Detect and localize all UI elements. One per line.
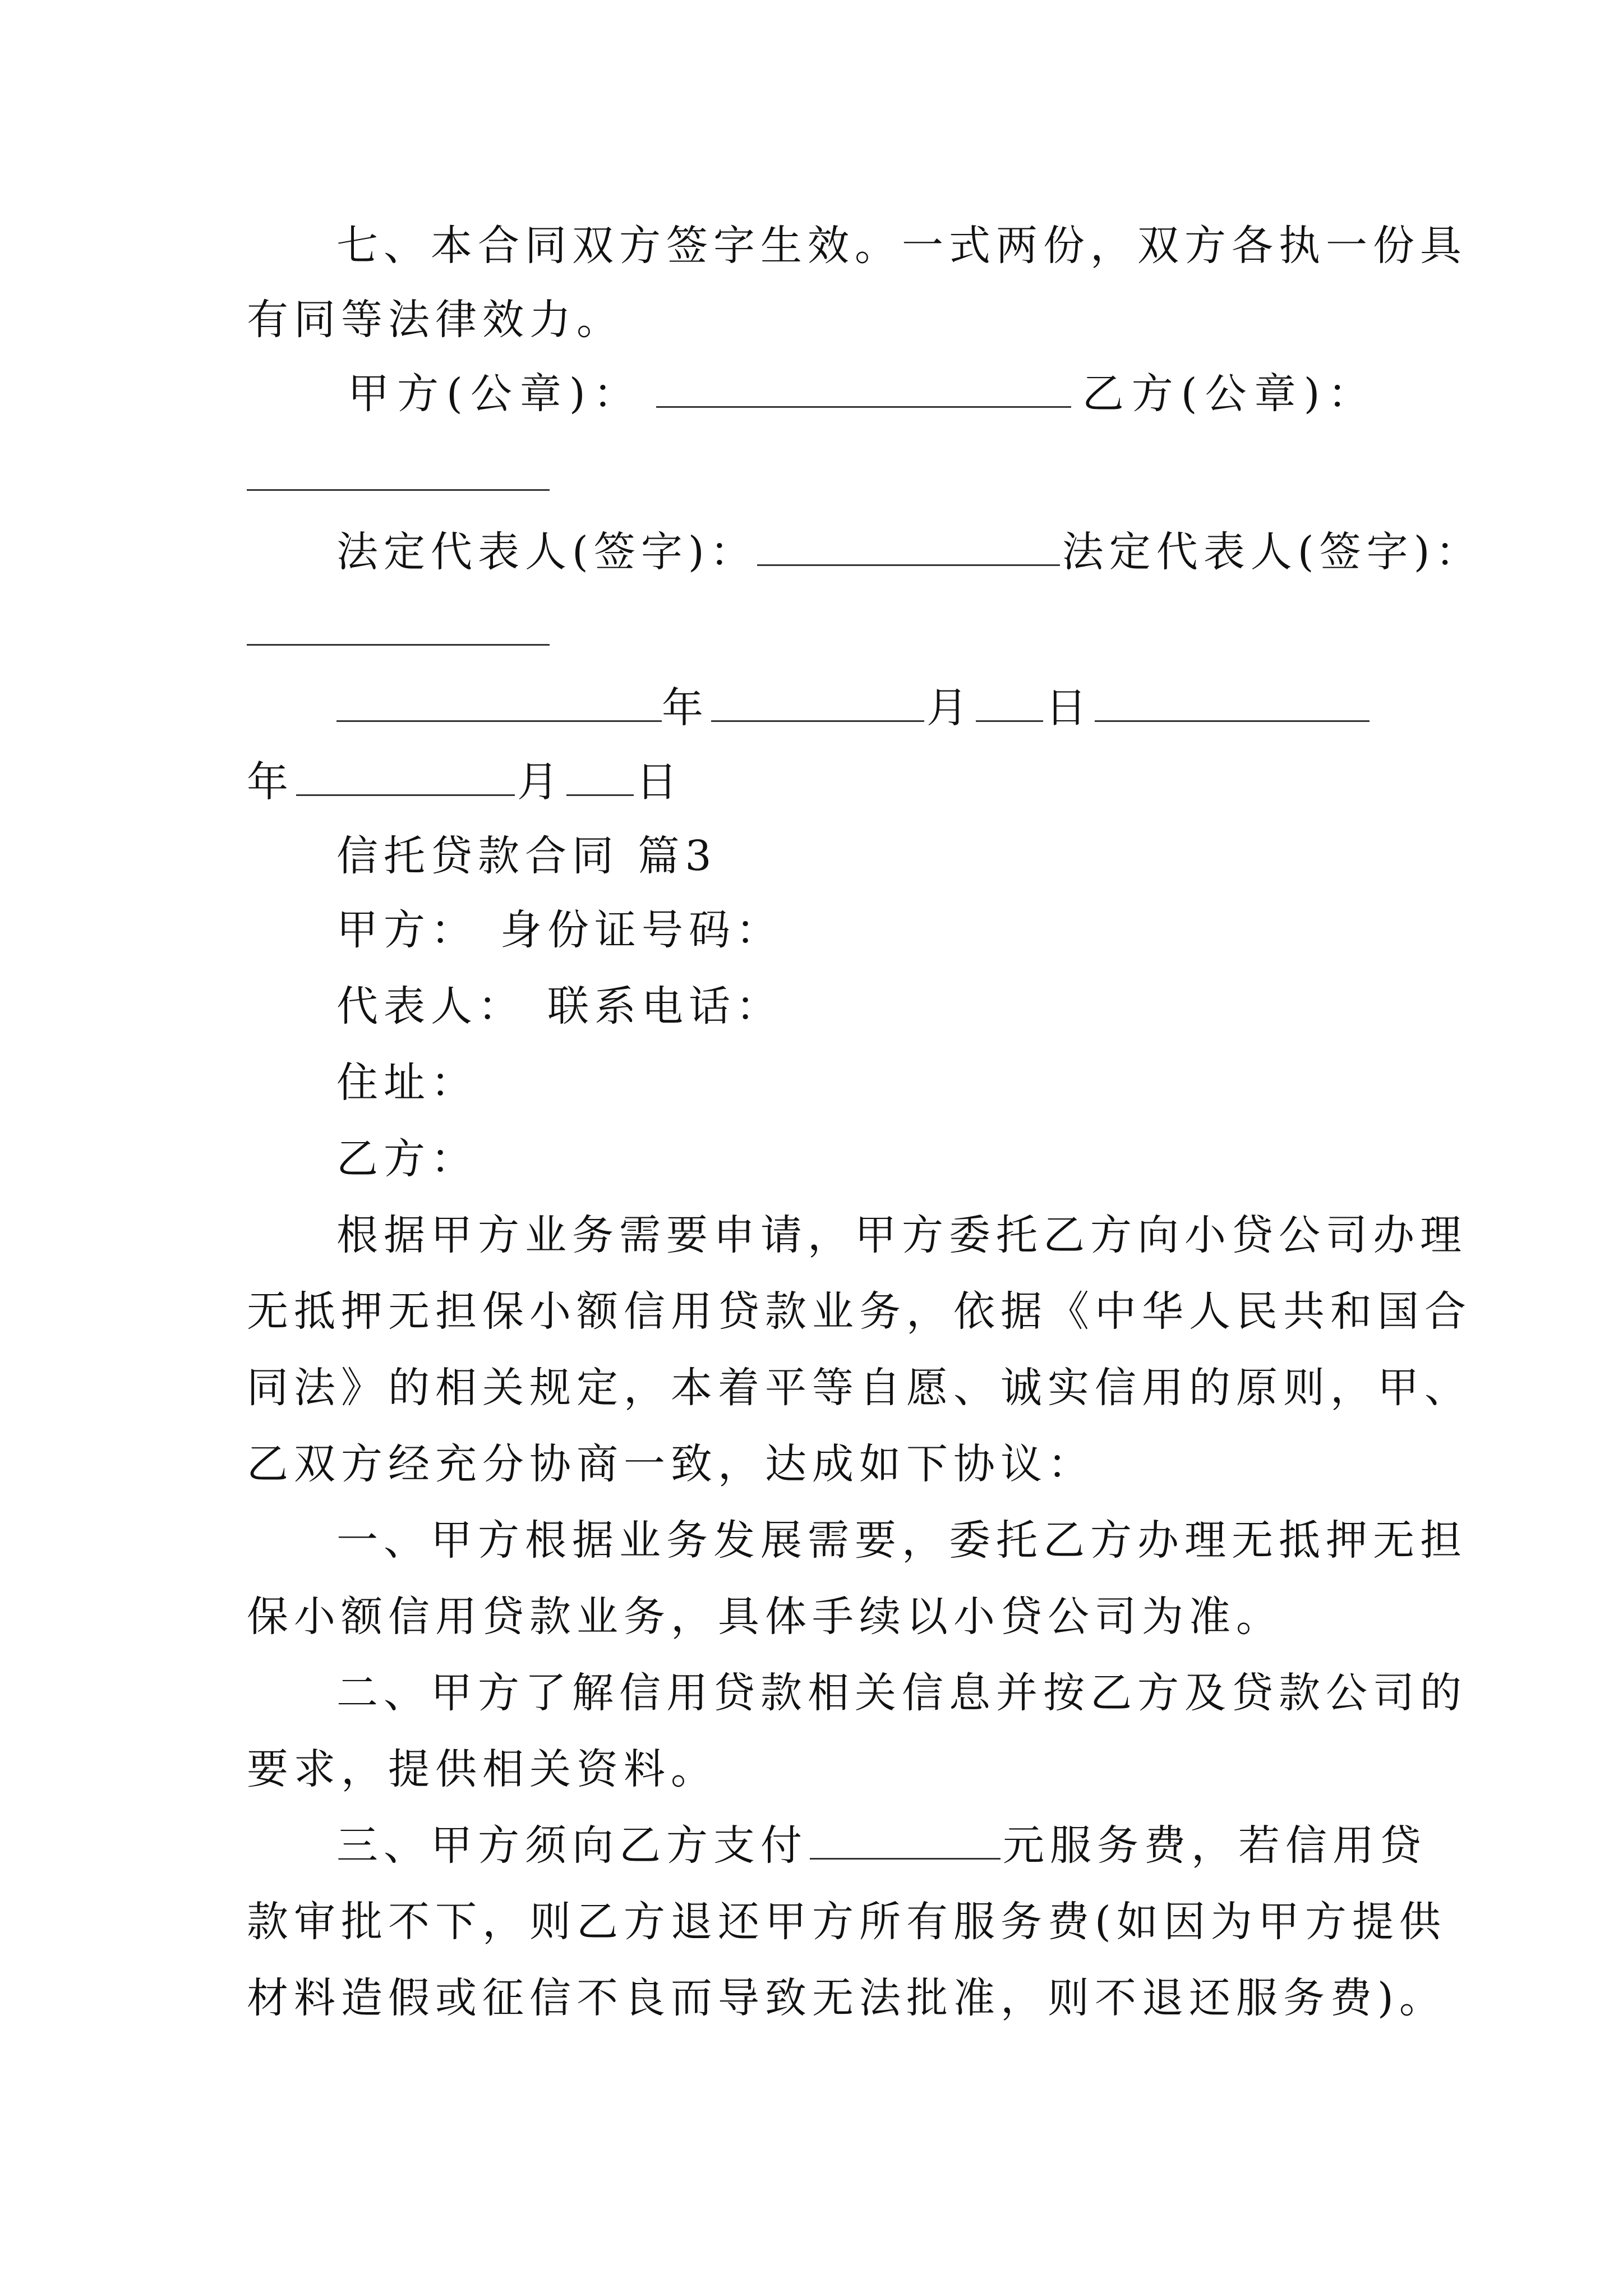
item-3-line-3 xyxy=(0,1959,1623,2037)
month-b-blank xyxy=(296,753,515,796)
clause-7-text-2: 有同等法律效力。 xyxy=(247,296,624,344)
item-2-text-1: 二、甲方了解信用贷款相关信息并按乙方及贷款公司的 xyxy=(336,1669,1467,1717)
service-fee-blank xyxy=(810,1816,1000,1860)
intro-line-2 xyxy=(0,1272,1623,1351)
item-2-text-2: 要求，提供相关资料。 xyxy=(247,1745,718,1793)
day-a-blank xyxy=(976,679,1043,722)
party-b-line xyxy=(0,1120,1623,1198)
address-line xyxy=(0,1043,1623,1122)
date-line-1 xyxy=(0,669,1623,747)
intro-line-4 xyxy=(0,1425,1623,1503)
party-b-seal-blank xyxy=(247,489,550,491)
item-3-text-2: 款审批不下，则乙方退还甲方所有服务费(如因为甲方提供 xyxy=(247,1898,1446,1946)
month-a-label: 月 xyxy=(926,684,974,732)
intro-text-1: 根据甲方业务需要申请，甲方委托乙方向小贷公司办理 xyxy=(336,1211,1467,1259)
month-a-blank xyxy=(711,679,924,722)
clause-7-line-1 xyxy=(0,206,1623,285)
month-b-label: 月 xyxy=(517,758,564,806)
item-1-line-2 xyxy=(0,1577,1623,1656)
day-b-label: 日 xyxy=(636,758,683,806)
rep-b-label: 法定代表人(签字)： xyxy=(1062,528,1483,576)
year-b-blank xyxy=(1095,679,1370,722)
item-3-text-3: 材料造假或征信不良而导致无法批准，则不退还服务费)。 xyxy=(247,1974,1446,2022)
intro-line-1 xyxy=(0,1196,1623,1274)
party-a-seal-blank xyxy=(656,365,1071,408)
item-3-line-2 xyxy=(0,1883,1623,1961)
representative-line xyxy=(0,967,1623,1046)
clause-7-text-1: 七、本合同双方签字生效。一式两份，双方各执一份具 xyxy=(336,222,1467,270)
item-3-line-1 xyxy=(0,1806,1623,1885)
rep-a-blank xyxy=(757,523,1060,566)
year-a-blank xyxy=(336,679,662,722)
address-label: 住址： xyxy=(336,1059,478,1107)
year-a-label: 年 xyxy=(662,684,709,732)
item-1-text-1: 一、甲方根据业务发展需要，委托乙方办理无抵押无担 xyxy=(336,1516,1467,1565)
section-title: 信托贷款合同 篇3 xyxy=(336,832,717,880)
party-a-label: 甲方： xyxy=(336,906,478,954)
year-b-label: 年 xyxy=(247,758,294,806)
item-2-line-2 xyxy=(0,1730,1623,1809)
rep-line xyxy=(0,513,1623,591)
intro-text-2: 无抵押无担保小额信用贷款业务，依据《中华人民共和国合 xyxy=(247,1287,1472,1336)
phone-label: 联系电话： xyxy=(547,982,783,1030)
section-title-line xyxy=(0,817,1623,895)
item-1-text-2: 保小额信用贷款业务，具体手续以小贷公司为准。 xyxy=(247,1593,1283,1641)
item-2-line-1 xyxy=(0,1654,1623,1732)
day-a-label: 日 xyxy=(1045,684,1092,732)
intro-text-3: 同法》的相关规定，本着平等自愿、诚实信用的原则，甲、 xyxy=(247,1364,1472,1412)
date-line-2 xyxy=(0,743,1623,821)
item-1-line-1 xyxy=(0,1501,1623,1580)
day-b-blank xyxy=(566,753,634,796)
party-b-seal-label: 乙方(公章)： xyxy=(1082,370,1377,418)
id-number-label: 身份证号码： xyxy=(500,906,783,954)
intro-line-3 xyxy=(0,1349,1623,1427)
intro-text-4: 乙双方经充分协商一致，达成如下协议： xyxy=(247,1440,1095,1488)
rep-b-blank xyxy=(247,644,550,646)
seal-line xyxy=(0,355,1623,433)
party-b-label: 乙方： xyxy=(336,1135,478,1183)
representative-label: 代表人： xyxy=(336,982,525,1030)
clause-7-line-2 xyxy=(0,280,1623,359)
party-a-seal-label: 甲方(公章)： xyxy=(348,370,643,418)
item-3-text-1b: 元服务费，若信用贷 xyxy=(1003,1821,1427,1870)
party-a-line xyxy=(0,891,1623,969)
rep-a-label: 法定代表人(签字)： xyxy=(336,528,757,576)
item-3-text-1a: 三、甲方须向乙方支付 xyxy=(336,1821,808,1870)
